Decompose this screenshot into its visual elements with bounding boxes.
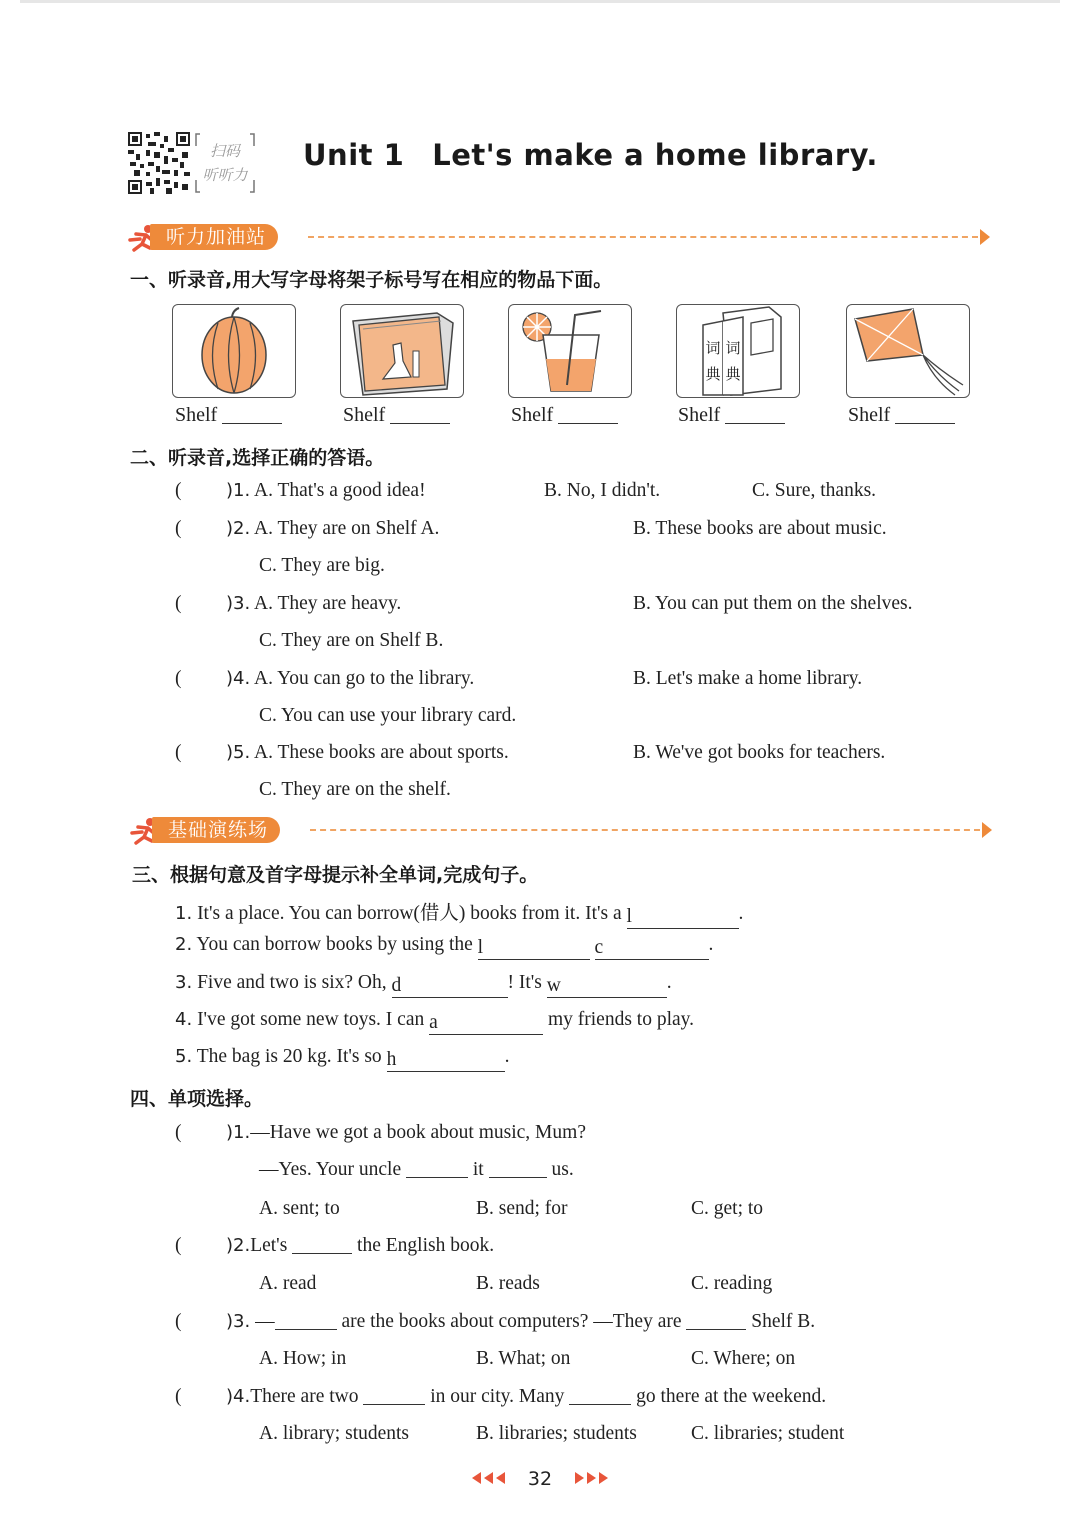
hint-letter: d <box>391 975 402 996</box>
s4-q4-paren[interactable]: ( <box>175 1386 182 1407</box>
s3-4-text: I've got some new toys. I can <box>197 1009 425 1030</box>
s2-q1-paren[interactable]: ( <box>175 480 182 501</box>
hint-letter: w <box>546 975 561 996</box>
s2-q2-paren[interactable]: ( <box>175 518 182 539</box>
hint-letter: l <box>626 906 632 927</box>
s2-q4-number: )4. <box>226 668 251 689</box>
s3-5-blank[interactable] <box>387 1049 505 1072</box>
banner-arrow-icon <box>982 822 992 838</box>
shelf-label: Shelf <box>848 404 891 426</box>
s3-4-number: 4. <box>175 1009 193 1030</box>
s4-q4-option-a: A. library; students <box>259 1423 410 1444</box>
banner-divider <box>308 236 978 238</box>
hint-letter: l <box>477 937 484 958</box>
shelf-label: Shelf <box>511 404 554 426</box>
section4-heading: 四、单项选择。 <box>130 1088 264 1110</box>
prev-arrow-icon <box>484 1472 493 1484</box>
s3-4-end: my friends to play. <box>547 1009 695 1030</box>
listening-banner-label: 听力加油站 <box>150 224 278 250</box>
qr-code-icon[interactable] <box>128 132 190 194</box>
s3-sentence-3 <box>175 972 672 998</box>
s2-q4-option-a: A. You can go to the library. <box>254 668 475 689</box>
s3-sentence-5 <box>175 1046 509 1072</box>
s2-q3-number: )3. <box>226 593 251 614</box>
s3-2-text: You can borrow books by using the <box>196 934 473 955</box>
s3-sentence-4 <box>175 1009 694 1035</box>
s4-q1-text-c: us. <box>551 1159 574 1180</box>
s3-3-text: Five and two is six? Oh, <box>197 972 387 993</box>
next-arrow-icon <box>575 1472 584 1484</box>
dictionary-char: 词 <box>705 339 721 357</box>
next-arrow-icon <box>599 1472 608 1484</box>
s4-q3-option-a: A. How; in <box>259 1348 347 1369</box>
unit-title: Let's make a home library. <box>432 138 878 172</box>
prev-arrow-icon <box>472 1472 481 1484</box>
page-footer <box>0 1468 1080 1490</box>
s4-q3-number: )3. <box>226 1311 251 1332</box>
s2-q2-number: )2. <box>226 518 251 539</box>
s3-5-end: . <box>504 1046 510 1067</box>
s4-q4-blank-1[interactable] <box>363 1404 425 1405</box>
s2-q2-option-c: C. They are big. <box>259 555 385 576</box>
s2-q4-option-c: C. You can use your library card. <box>259 705 517 726</box>
s3-2-end: . <box>708 934 714 955</box>
shelf-blank-5[interactable] <box>895 423 955 424</box>
s4-q4-option-b: B. libraries; students <box>476 1423 637 1444</box>
s2-q1-option-b: B. No, I didn't. <box>544 480 661 501</box>
s4-q3-blank-2[interactable] <box>686 1329 746 1330</box>
s2-q4-option-b: B. Let's make a home library. <box>633 668 863 689</box>
s3-3-blank-1[interactable] <box>392 975 508 998</box>
hint-letter: a <box>429 1012 438 1033</box>
s4-q3-option-c: C. Where; on <box>691 1348 796 1369</box>
s4-q4-option-c: C. libraries; student <box>691 1423 845 1444</box>
s4-q1-line1: —Have we got a book about music, Mum? <box>250 1122 586 1143</box>
shelf-label: Shelf <box>343 404 386 426</box>
s4-q2-option-a: A. read <box>259 1273 317 1294</box>
shelf-blank-4[interactable] <box>725 423 785 424</box>
s4-q2-line <box>226 1235 494 1257</box>
s4-q2-option-c: C. reading <box>691 1273 773 1294</box>
s4-q2-text-a: Let's <box>250 1235 288 1256</box>
s3-2-blank-1[interactable] <box>478 937 590 960</box>
s3-5-number: 5. <box>175 1046 193 1067</box>
s2-q1-option-a: A. That's a good idea! <box>254 480 426 501</box>
s4-q4-blank-2[interactable] <box>569 1404 631 1405</box>
watermelon-icon <box>173 305 295 397</box>
s3-1-text: It's a place. You can borrow(借人) books from it. It's a <box>197 903 622 924</box>
s3-3-mid: ! It's <box>507 972 542 993</box>
listen-text: 听听力 <box>202 166 248 184</box>
s2-q1-number: )1. <box>226 480 251 501</box>
s4-q1-number: )1. <box>226 1122 251 1143</box>
s4-q4-text-b: in our city. Many <box>430 1386 565 1407</box>
basic-banner <box>130 815 992 845</box>
shelf-answer-3 <box>511 404 618 427</box>
s4-q3-text-a: are the books about computers? —They are <box>341 1311 682 1332</box>
shelf-answer-2 <box>343 404 450 427</box>
hint-letter: c <box>594 937 604 958</box>
unit-label: Unit 1 <box>303 138 405 172</box>
dictionary-char: 典 <box>725 365 741 383</box>
scan-text: 扫码 <box>209 142 240 160</box>
s4-q2-blank[interactable] <box>292 1253 352 1254</box>
s2-q2-option-a: A. They are on Shelf A. <box>254 518 440 539</box>
science-book-icon <box>341 305 463 397</box>
hint-letter: h <box>386 1049 397 1070</box>
dictionary-char: 典 <box>705 365 721 383</box>
s3-2-blank-2[interactable] <box>595 937 709 960</box>
s4-q1-option-b: B. send; for <box>476 1198 568 1219</box>
page-title <box>303 138 878 172</box>
s3-sentence-2 <box>175 934 713 960</box>
s4-q2-number: )2. <box>226 1235 251 1256</box>
s2-q5-option-a: A. These books are about sports. <box>254 742 509 763</box>
shelf-blank-2[interactable] <box>390 423 450 424</box>
s2-q5-number: )5. <box>226 742 251 763</box>
shelf-label: Shelf <box>678 404 721 426</box>
s4-q1-line2 <box>259 1159 574 1181</box>
s4-q3-blank-1[interactable] <box>275 1329 337 1330</box>
scan-to-listen-box[interactable] <box>194 132 256 194</box>
s4-q3-option-b: B. What; on <box>476 1348 571 1369</box>
s3-sentence-1 <box>175 897 743 929</box>
s3-1-number: 1. <box>175 903 193 924</box>
s4-q2-text-b: the English book. <box>357 1235 495 1256</box>
s4-q1-option-a: A. sent; to <box>259 1198 340 1219</box>
kite-icon <box>847 305 969 397</box>
s3-3-blank-2[interactable] <box>547 975 667 998</box>
picture-science-book <box>340 304 464 398</box>
orange-juice-icon <box>509 305 631 397</box>
s3-3-end: . <box>666 972 672 993</box>
s4-q1-text-a: —Yes. Your uncle <box>259 1159 402 1180</box>
s2-q1-option-c: C. Sure, thanks. <box>752 480 877 501</box>
page-number: 32 <box>527 1468 553 1490</box>
s4-q3-text-b: Shelf B. <box>751 1311 816 1332</box>
s3-3-number: 3. <box>175 972 193 993</box>
section1-heading: 一、听录音,用大写字母将架子标号写在相应的物品下面。 <box>130 269 613 291</box>
s4-q1-text-b: it <box>472 1159 484 1180</box>
top-border <box>20 0 1060 3</box>
banner-divider <box>310 829 980 831</box>
s4-q4-text-a: There are two <box>250 1386 359 1407</box>
shelf-label: Shelf <box>175 404 218 426</box>
shelf-answer-1 <box>175 404 282 427</box>
s3-1-blank[interactable] <box>627 906 739 929</box>
s2-q2-option-b: B. These books are about music. <box>633 518 887 539</box>
basic-banner-label: 基础演练场 <box>152 817 280 843</box>
section3-heading: 三、根据句意及首字母提示补全单词,完成句子。 <box>132 864 539 886</box>
shelf-blank-1[interactable] <box>222 423 282 424</box>
dictionary-char: 词 <box>725 339 741 357</box>
s2-q5-option-b: B. We've got books for teachers. <box>633 742 886 763</box>
banner-arrow-icon <box>980 229 990 245</box>
s2-q3-option-c: C. They are on Shelf B. <box>259 630 444 651</box>
s4-q4-text-c: go there at the weekend. <box>636 1386 827 1407</box>
picture-watermelon <box>172 304 296 398</box>
s4-q1-blank-1[interactable] <box>406 1177 468 1178</box>
s2-q3-paren[interactable]: ( <box>175 593 182 614</box>
s4-q2-paren[interactable]: ( <box>175 1235 182 1256</box>
s3-1-end: . <box>738 903 744 924</box>
picture-orange-juice <box>508 304 632 398</box>
s2-q4-paren[interactable]: ( <box>175 668 182 689</box>
s4-q2-option-b: B. reads <box>476 1273 540 1294</box>
s4-q3-line <box>226 1311 815 1333</box>
s3-2-number: 2. <box>175 934 193 955</box>
listening-banner <box>128 222 990 252</box>
s4-q4-line <box>226 1386 826 1408</box>
picture-kite <box>846 304 970 398</box>
shelf-answer-5 <box>848 404 955 427</box>
s4-q3-dash: — <box>255 1311 275 1332</box>
s4-q1-option-c: C. get; to <box>691 1198 764 1219</box>
shelf-answer-4 <box>678 404 785 427</box>
s4-q3-paren[interactable]: ( <box>175 1311 182 1332</box>
s2-q3-option-b: B. You can put them on the shelves. <box>633 593 913 614</box>
s4-q1-blank-2[interactable] <box>489 1177 547 1178</box>
s4-q1-paren[interactable]: ( <box>175 1122 182 1143</box>
section2-heading: 二、听录音,选择正确的答语。 <box>130 447 385 469</box>
s2-q5-paren[interactable]: ( <box>175 742 182 763</box>
s4-q4-number: )4. <box>226 1386 251 1407</box>
shelf-blank-3[interactable] <box>558 423 618 424</box>
next-arrow-icon <box>587 1472 596 1484</box>
prev-arrow-icon <box>496 1472 505 1484</box>
s3-4-blank[interactable] <box>429 1012 543 1035</box>
s3-5-text: The bag is 20 kg. It's so <box>196 1046 382 1067</box>
picture-dictionary <box>676 304 800 398</box>
s2-q5-option-c: C. They are on the shelf. <box>259 779 451 800</box>
s2-q3-option-a: A. They are heavy. <box>254 593 402 614</box>
